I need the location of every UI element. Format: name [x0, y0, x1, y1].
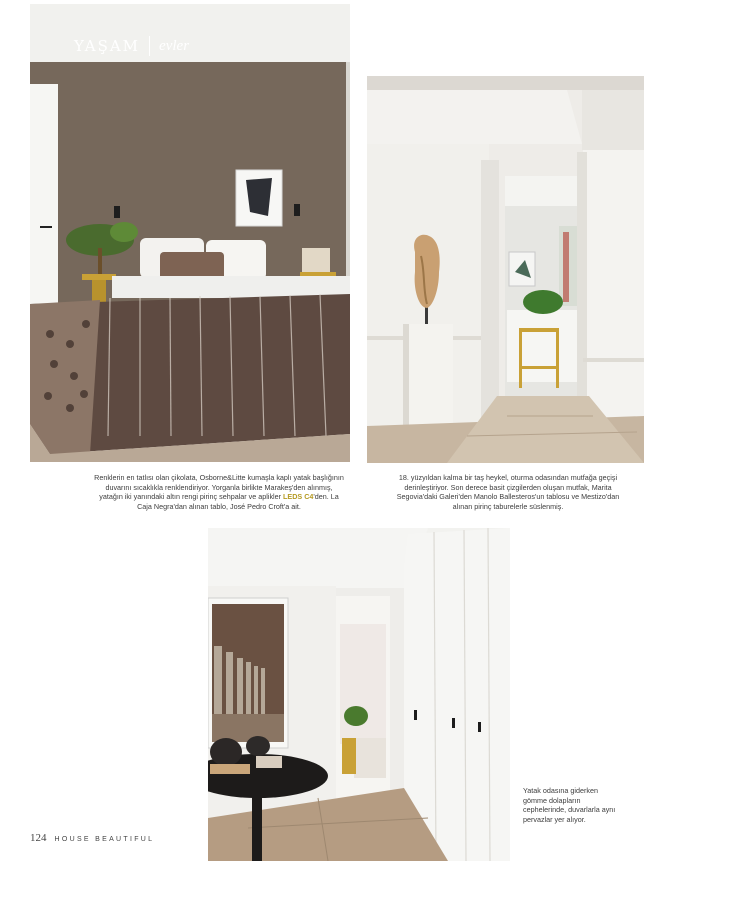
caption-text: yatağın iki yanındaki altın rengi pirinç sehpalar ve aplikler — [99, 492, 284, 502]
corridor-wardrobe-photo — [208, 528, 510, 861]
bedroom-photo — [30, 4, 350, 462]
hallway-sculpture-photo — [367, 76, 644, 463]
brand-highlight: LEDS C4 — [283, 492, 314, 502]
masthead-divider — [149, 36, 150, 56]
caption-line: Caja Negra'dan alınan tablo, José Pedro Croft'a ait. — [137, 501, 301, 511]
caption-line: alınan pirinç taburelerle süslenmiş. — [452, 501, 564, 511]
caption-line — [60, 492, 378, 502]
caption-line: derinleştiriyor. Son derece basit çizgilerden oluşan mutfak, Marita — [404, 482, 612, 492]
magazine-name: HOUSE BEAUTIFUL — [54, 836, 155, 843]
caption-line: cephelerinde, duvarlarla aynı — [523, 805, 616, 815]
caption-line: gömme dolapların — [523, 795, 581, 805]
hallway-caption — [374, 473, 642, 511]
caption-line: duvarını sıcaklıkla renklendiriyor. Yorganla birlikte Marakeş'den alınmış, — [105, 482, 333, 492]
subsection-title: evler — [159, 37, 190, 54]
page-number: 124 — [30, 832, 47, 844]
bedroom-caption — [60, 473, 378, 511]
caption-line: Segovia'daki Galeri'den Manolo Ballesteros'un tablosu ve Mestizo'dan — [396, 492, 620, 502]
caption-line: pervazlar yer alıyor. — [523, 814, 586, 824]
masthead — [74, 36, 189, 56]
caption-line: Renklerin en tatlısı olan çikolata, Osborne&Litte kumaşla kaplı yatak başlığının — [94, 473, 344, 482]
corridor-caption — [523, 786, 653, 824]
caption-line: Yatak odasına giderken — [523, 786, 598, 795]
caption-text: 'den. La — [313, 492, 339, 502]
caption-line: 18. yüzyıldan kalma bir taş heykel, oturma odasından mutfağa geçişi — [398, 473, 618, 482]
section-title: YAŞAM — [74, 37, 141, 55]
page-folio — [30, 832, 154, 844]
